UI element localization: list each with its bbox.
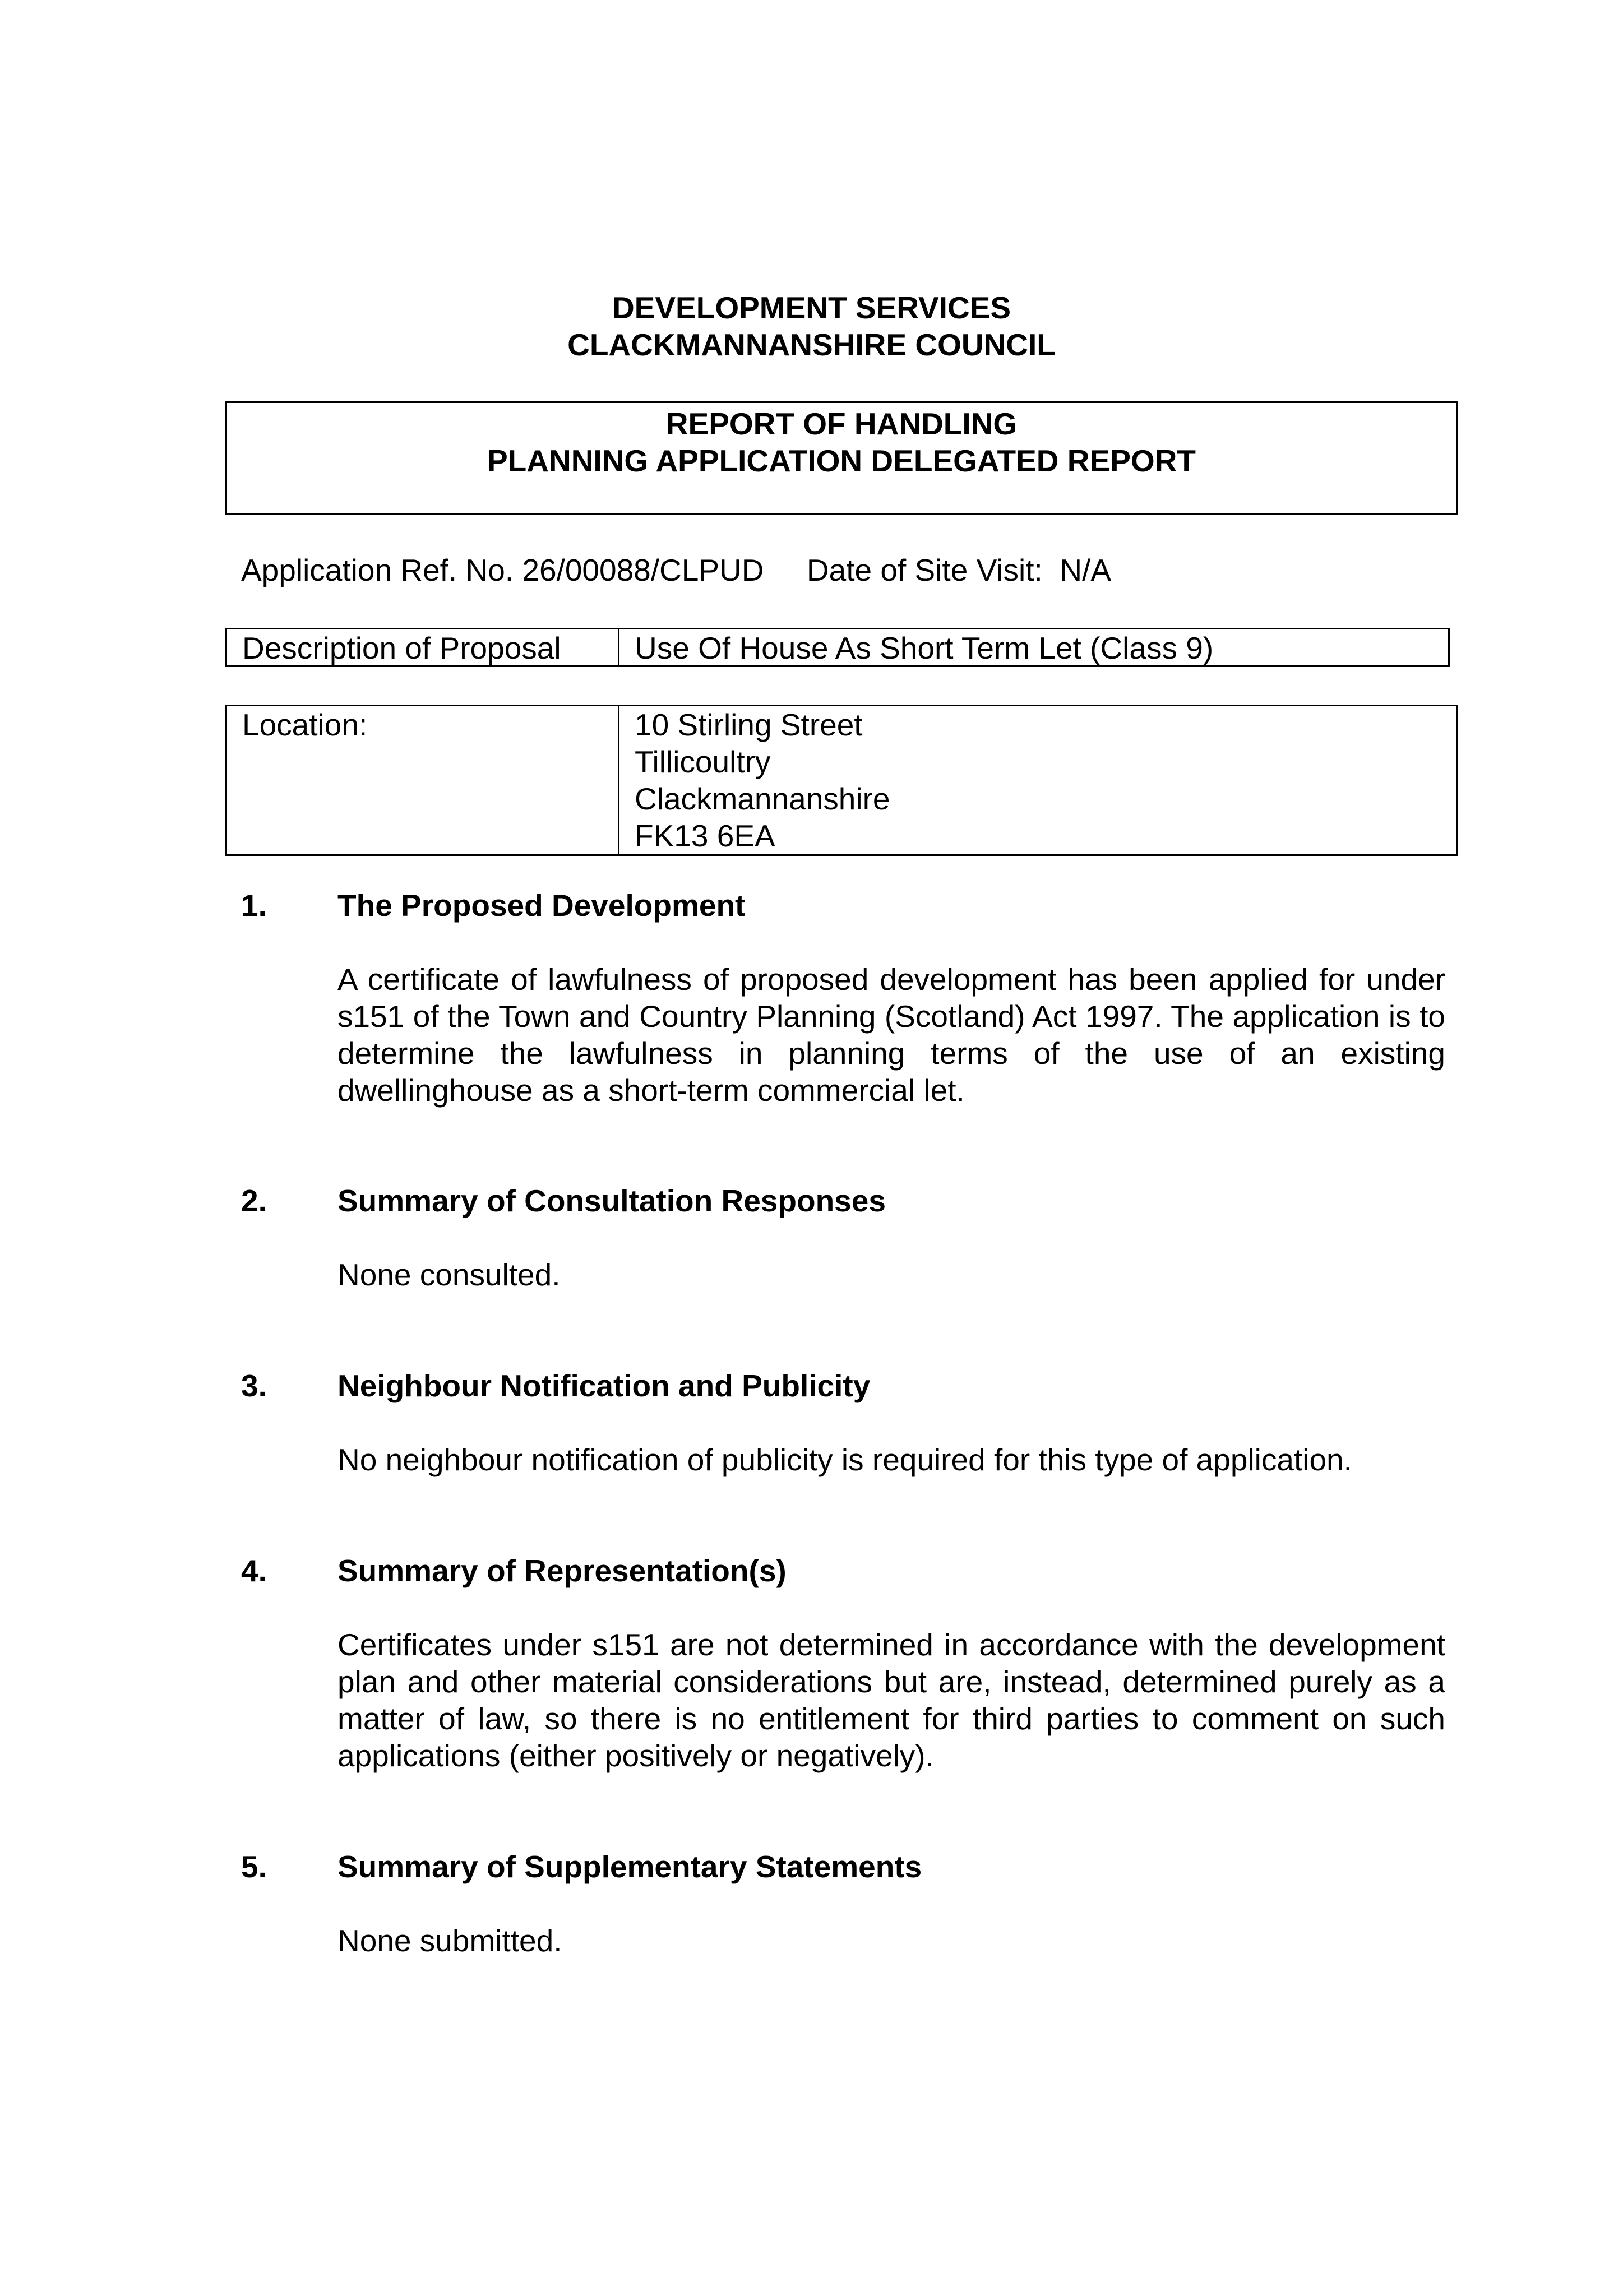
section-number: 3. (241, 1368, 267, 1403)
section-body: None submitted. (337, 1923, 562, 1958)
section-number: 2. (241, 1183, 267, 1218)
report-title-line1: REPORT OF HANDLING (665, 406, 1018, 441)
header-department: DEVELOPMENT SERVICES (612, 290, 1011, 325)
section-number: 1. (241, 888, 267, 923)
section-body: Certificates under s151 are not determined in accordance with the development plan and other material considerations but are, instead, determined purely as a matter of law, so there is no entitlement for third parties to comment on such applications (either positively or negatively). (337, 1627, 1445, 1773)
location-address-line: FK13 6EA (635, 818, 775, 853)
section-body: None consulted. (337, 1257, 561, 1292)
location-address-line: Clackmannanshire (635, 781, 890, 816)
header-council: CLACKMANNANSHIRE COUNCIL (567, 327, 1056, 362)
proposal-label: Description of Proposal (227, 629, 619, 665)
section-heading: Neighbour Notification and Publicity (337, 1368, 871, 1403)
report-title-box (225, 401, 1458, 515)
site-visit-label: Date of Site Visit: (806, 553, 1043, 587)
section-heading: Summary of Supplementary Statements (337, 1849, 922, 1884)
site-visit-value: N/A (1060, 553, 1112, 587)
section-body: No neighbour notification of publicity is required for this type of application. (337, 1442, 1352, 1477)
section-number: 5. (241, 1849, 267, 1884)
location-address-line: 10 Stirling Street (635, 707, 863, 742)
location-address-line: Tillicoultry (635, 744, 771, 779)
application-ref-line (241, 552, 1111, 589)
report-title-line2: PLANNING APPLICATION DELEGATED REPORT (487, 443, 1196, 478)
proposal-table (225, 628, 1450, 667)
application-ref-value: 26/00088/CLPUD (522, 553, 764, 587)
location-label: Location: (227, 706, 619, 854)
section-heading: Summary of Representation(s) (337, 1553, 787, 1588)
location-address (619, 706, 1456, 854)
section-heading: Summary of Consultation Responses (337, 1183, 886, 1218)
location-table (225, 705, 1458, 856)
application-ref-label: Application Ref. No. (241, 553, 514, 587)
section-heading: The Proposed Development (337, 888, 746, 923)
proposal-value: Use Of House As Short Term Let (Class 9) (635, 631, 1214, 665)
section-number: 4. (241, 1553, 267, 1588)
section-body: A certificate of lawfulness of proposed development has been applied for under s151 of the Town and Country Planning (Scotland) Act 1997. The application is to determine the lawfulness in planning terms of the use of an existing dwellinghouse as a short-term commercial let. (337, 962, 1445, 1108)
